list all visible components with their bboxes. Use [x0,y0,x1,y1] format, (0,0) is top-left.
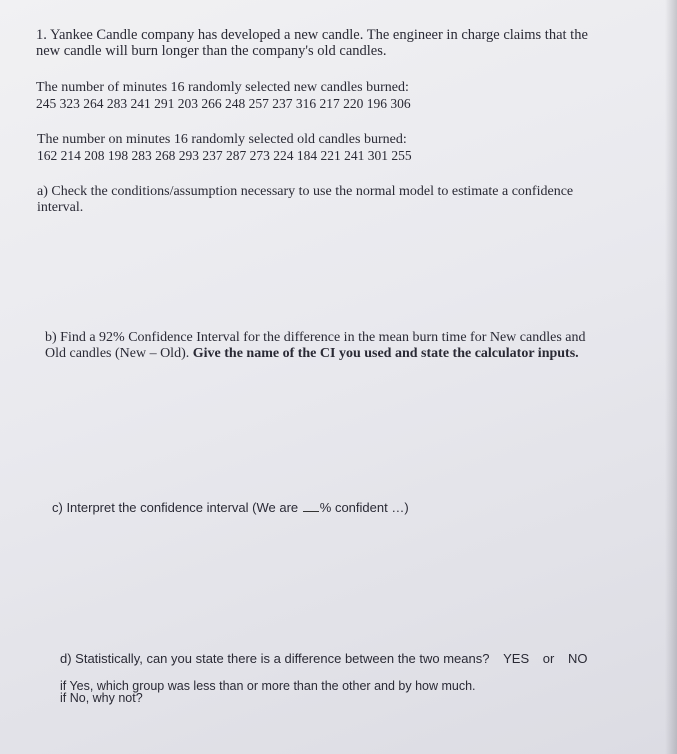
question-line-1: 1. Yankee Candle company has developed a new candle. The engineer in charge claims that the [36,27,588,43]
part-b-line-1: b) Find a 92% Confidence Interval for the difference in the mean burn time for New candles and [45,330,586,345]
part-d-if-yes: if Yes, which group was less than or more than the other and by how much. [60,679,476,693]
question-line-2: new candle will burn longer than the company's old candles. [36,43,387,59]
part-c-line [52,500,409,515]
part-c-text-after: % confident …) [319,500,409,515]
old-candles-values: 162 214 208 198 283 268 293 237 287 273 224 184 221 241 301 255 [37,148,412,163]
part-d-question-line [60,651,587,666]
new-candles-label: The number of minutes 16 randomly selected new candles burned: [36,80,409,95]
part-a-line-2: interval. [37,200,84,215]
page-edge-shadow [665,0,677,754]
part-d-no: NO [567,651,588,666]
part-d-if-no: if No, why not? [60,691,143,705]
part-b-bold-instruction: Give the name of the CI you used and state the calculator inputs. [192,346,579,361]
old-candles-label: The number on minutes 16 randomly selected old candles burned: [37,132,407,147]
part-c-blank [303,511,319,512]
new-candles-values: 245 323 264 283 241 291 203 266 248 257 237 316 217 220 196 306 [36,96,411,111]
part-d-question: d) Statistically, can you state there is a difference between the two means? [60,651,490,666]
part-a-line-1: a) Check the conditions/assumption necessary to use the normal model to estimate a confidence [37,184,574,199]
part-d-or: or [542,651,555,666]
part-b-line-2 [45,346,579,362]
part-c-text-before: c) Interpret the confidence interval (We are [52,500,299,515]
part-d-yes: YES [503,651,530,666]
part-b-plain-text: Old candles (New – Old). [45,346,190,361]
